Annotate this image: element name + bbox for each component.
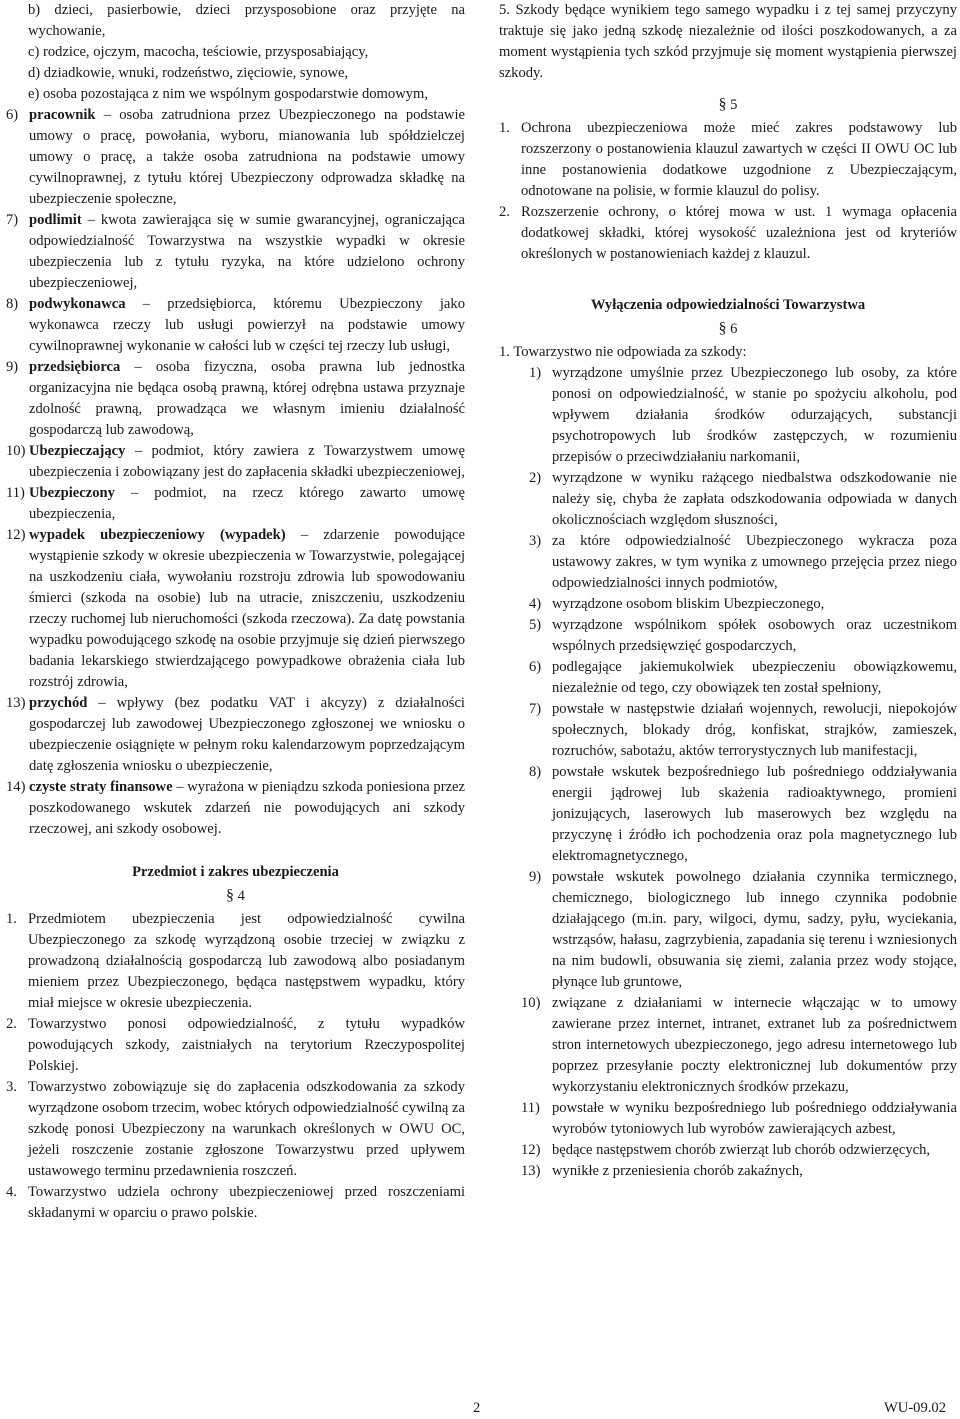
item-number: 3) [529,533,542,549]
paragraph [6,1182,465,1224]
exclusion-item [499,993,957,1098]
paragraph-number: 3. [6,1079,17,1095]
definition-item [6,105,465,210]
section-5-paragraphs [499,118,957,265]
exclusion-item [499,699,957,762]
exclusion-text: wyrządzone osobom bliskim Ubezpieczonego, [552,596,825,612]
definition-text: – zdarzenie powodujące wystąpienie szkody w okresie ubezpieczenia w Towarzystwie, polegającej na uszkodzeniu ciała, wywołaniu rozstroju zdrowia lub spowodowaniu śmierci (szkoda na osobie) lub na utracie, zniszczeniu, uszkodzeniu rzeczy ruchomej lub nieruchomości (szkoda rzeczowa). Za datę powstania wypadku powodującego szkodę na osobie przyjmuje się dzień pierwszego badania lekarskiego stwierdzającego powypadkowe obrażenia ciała lub rozstrój zdrowia, [29,527,465,690]
definition-text: – wpływy (bez podatku VAT i akcyzy) z działalności gospodarczej lub zawodowej Ubezpieczonego zgłoszonej we wniosku o ubezpieczenie osiągnięte w pełnym roku kalendarzowym poprzedzającym datę zgłoszenia wniosku o ubezpieczenie, [29,695,465,774]
exclusion-text: powstałe w następstwie działań wojennych, rewolucji, niepokojów społecznych, blokady dróg, konfiskat, strajków, zamieszek, rozruchów, sabotażu, aktów terrorystycznych lub manifestacji, [552,701,957,759]
exclusion-text: powstałe wskutek bezpośredniego lub pośredniego oddziaływania energii jądrowej lub skażenia radioaktywnego, promieni jonizujących, laserowych lub maserowych bez względu na przyczynę i źródło ich pochodzenia oraz pola magnetycznego lub elektromagnetycznego, [552,764,957,864]
exclusion-item [499,615,957,657]
definition-item [6,525,465,693]
exclusion-item [499,867,957,993]
definition-text: – osoba fizyczna, osoba prawna lub jednostka organizacyjna nie będąca osobą prawną, której odrębna ustawa przyznaje zdolność prawną, prowadząca we własnym imieniu działalność gospodarczą lub zawodową, [29,359,465,438]
paragraph-text: Towarzystwo ponosi odpowiedzialność, z tytułu wypadków powodujących szkody, zaistniałych na terytorium Rzeczypospolitej Polskiej. [28,1016,465,1074]
definition-term: pracownik [29,107,96,123]
item-number: 9) [529,869,542,885]
definition-item [6,441,465,483]
item-number: 1) [529,365,542,381]
definition-term: przedsiębiorca [29,359,121,375]
item-number: 9) [6,359,19,375]
list-item: c) rodzice, ojczym, macocha, teściowie, przysposabiający, [28,44,369,60]
paragraph [499,202,957,265]
definition-term: Ubezpieczający [29,443,126,459]
exclusion-item [499,1098,957,1140]
exclusion-text: wynikłe z przeniesienia chorób zakaźnych, [552,1163,803,1179]
section-4-marker [6,885,465,907]
section-number: 4 [237,888,245,904]
section-6-intro: 1. Towarzystwo nie odpowiada za szkody: [499,344,747,360]
exclusions-heading: Wyłączenia odpowiedzialności Towarzystwa [590,297,866,313]
exclusion-text: będące następstwem chorób zwierząt lub chorób odzwierzęcych, [552,1142,931,1158]
exclusions-list [499,363,957,1182]
item-number: 10) [6,443,26,459]
paragraph [6,1077,465,1182]
exclusion-item [499,363,957,468]
exclusion-item [499,657,957,699]
item-number: 7) [529,701,542,717]
item-number: 12) [6,527,26,543]
definition-text: – wyrażona w pieniądzu szkoda poniesiona przez poszkodowanego wskutek zdarzeń nie powodujących ani szkody rzeczowej, ani szkody osobowej. [29,779,465,837]
item-number: 7) [6,212,19,228]
section-heading: Przedmiot i zakres ubezpieczenia [132,864,339,880]
definition-item [6,777,465,840]
definition-text: – przedsiębiorca, któremu Ubezpieczony jako wykonawca rzeczy lub usługi powierzył na podstawie umowy cywilnoprawnej wykonanie w całości lub w części tej rzeczy lub usługi, [29,296,465,354]
document-code: WU-09.02 [884,1400,947,1416]
item-number: 14) [6,779,26,795]
definition-term: Ubezpieczony [29,485,115,501]
item-number: 6) [6,107,19,123]
list-item: d) dziadkowie, wnuki, rodzeństwo, zięciowie, synowe, [28,65,349,81]
definition-term: przychód [29,695,88,711]
exclusion-text: za które odpowiedzialność Ubezpieczonego wykracza poza ustawowy zakres, w tym wynika z umownego przejęcia przez niego odpowiedzialności innych podmiotów, [552,533,957,591]
page-number: 2 [473,1400,481,1416]
paragraph-text: Rozszerzenie ochrony, o której mowa w ust. 1 wymaga opłacenia dodatkowej składki, której wysokość uzależniona jest od kryteriów określonych w postanowieniach każdej z klauzul. [521,204,957,262]
paragraph-number: 2. [499,204,510,220]
item-number: 8) [529,764,542,780]
paragraph-number: 1. [499,120,510,136]
exclusion-text: powstałe w wyniku bezpośredniego lub pośredniego oddziaływania wyrobów tytoniowych lub wyrobów zawierających azbest, [552,1100,957,1137]
list-item: e) osoba pozostająca z nim we wspólnym gospodarstwie domowym, [28,86,429,102]
definition-item [6,693,465,777]
definition-item [6,210,465,294]
item-number: 13) [6,695,26,711]
section-4-paragraphs [6,909,465,1224]
exclusion-item [499,1161,957,1182]
item-number: 5) [529,617,542,633]
exclusion-text: wyrządzone w wyniku rażącego niedbalstwa odszkodowanie nie należy się, chyba że zapłata odszkodowania odpowiada w danych okolicznościach względom słuszności, [552,470,957,528]
paragraph [499,118,957,202]
definition-term: wypadek ubezpieczeniowy (wypadek) [29,527,286,543]
paragraph [6,1014,465,1077]
definition-item [6,357,465,441]
exclusion-item [499,594,957,615]
exclusion-text: powstałe wskutek powolnego działania czynnika termicznego, chemicznego, biologicznego lub innego czynnika podobnie działającego (m.in. pary, wilgoci, dymu, sadzy, pyłu, wyciekania, wstrząsów, hałasu, zagrzybienia, zapadania się terenu i wzniesionych na nim budowli, obsuwania się ziemi, zalania przez wody stojące, płynące lub gruntowe, [552,869,957,990]
definition-term: podlimit [29,212,82,228]
definition-term: czyste straty finansowe [29,779,173,795]
section-sign: § [226,887,235,904]
item-number: 12) [521,1142,541,1158]
item-number: 13) [521,1163,541,1179]
definition-text: – osoba zatrudniona przez Ubezpieczonego na podstawie umowy o pracę, powołania, wyboru, mianowania lub spółdzielczej umowy o pracę, a także osoba zatrudniona na podstawie umowy cywilnoprawnej, z tytułu której Ubezpieczony odprowadza składkę na ubezpieczenie społeczne, [29,107,465,207]
exclusion-item [499,468,957,531]
intro-list [6,0,465,105]
paragraph-number: 4. [6,1184,17,1200]
paragraph-text: Towarzystwo udziela ochrony ubezpieczeniowej przed roszczeniami składanymi w oparciu o prawo polskie. [28,1184,465,1221]
definition-term: podwykonawca [29,296,126,312]
exclusion-text: podlegające jakiemukolwiek ubezpieczeniu obowiązkowemu, niezależnie od tego, czy obowiązek ten został spełniony, [552,659,957,696]
definition-item [6,294,465,357]
paragraph-text: Towarzystwo zobowiązuje się do zapłacenia odszkodowania za szkody wyrządzone osobom trzecim, wobec których odpowiedzialność cywilną za szkodę ponosi Ubezpieczony na warunkach określonych w OWU OC, jeżeli roszczenie zostanie zgłoszone Towarzystwu przed upływem ustawowego terminu przedawnienia roszczeń. [28,1079,465,1179]
item-number: 4) [529,596,542,612]
paragraph-number: 2. [6,1016,17,1032]
item-number: 2) [529,470,542,486]
exclusion-item [499,531,957,594]
definition-item [6,483,465,525]
item-number: 8) [6,296,19,312]
paragraph-number: 1. [6,911,17,927]
right-column [499,0,957,1182]
section-sign: § [718,320,727,337]
exclusion-text: wyrządzone wspólnikom spółek osobowych oraz uczestnikom wspólnych przedsięwzięć gospodarczych, [552,617,957,654]
paragraph-text: Przedmiotem ubezpieczenia jest odpowiedzialność cywilna Ubezpieczonego za szkodę wyrządzoną osobie trzeciej w związku z prowadzoną działalnością gospodarczą lub zawodową albo posiadanym mieniem przez Ubezpieczonego, będąca następstwem wypadku, który miał miejsce w okresie ubezpieczenia. [28,911,465,1011]
definition-text: – podmiot, który zawiera z Towarzystwem umowę ubezpieczenia i zobowiązany jest do zapłacenia składki ubezpieczeniowej, [29,443,465,480]
section-sign: § [718,96,727,113]
section-number: 5 [730,97,738,113]
section-number: 6 [730,321,738,337]
definitions-list [6,105,465,840]
item-number: 10) [521,995,541,1011]
definition-text: – kwota zawierająca się w sumie gwarancyjnej, ograniczająca odpowiedzialność Towarzystwa na wszystkie wypadki w okresie ubezpieczenia lub z tytułu ryzyka, na które udzielono ochrony ubezpieczeniowej, [29,212,465,291]
paragraph-5: 5. Szkody będące wynikiem tego samego wypadku i z tej samej przyczyny traktuje się jako jedną szkodę niezależnie od ilości poszkodowanych, a za moment wystąpienia tych szkód przyjmuje się moment wystąpienia pierwszej szkody. [499,2,957,81]
list-item: b) dzieci, pasierbowie, dzieci przysposobione oraz przyjęte na wychowanie, [28,2,465,39]
section-5-marker [499,94,957,116]
item-number: 11) [6,485,25,501]
item-number: 6) [529,659,542,675]
definition-text: – podmiot, na rzecz którego zawarto umowę ubezpieczenia, [29,485,465,522]
section-6-marker [499,318,957,340]
exclusion-text: związane z działaniami w internecie włączając w to umowy zawierane przez internet, intranet, extranet lub za pośrednictwem stron internetowych ubezpieczonego, jego adresu internetowego lub poprzez przesyłanie poczty elektronicznej lub dokumentów przy wykorzystaniu elektronicznych środków przekazu, [552,995,957,1095]
exclusion-text: wyrządzone umyślnie przez Ubezpieczonego lub osoby, za które ponosi on odpowiedzialność, w stanie po spożyciu alkoholu, pod wpływem działania środków odurzających, substancji psychotropowych lub środków zastępczych, w rozumieniu przepisów o przeciwdziałaniu narkomanii, [552,365,957,465]
paragraph-text: Ochrona ubezpieczeniowa może mieć zakres podstawowy lub rozszerzony o postanowienia klauzul zawartych w części II OWU OC lub inne postanowienia dodatkowe uzgodnione z Ubezpieczającym, odnotowane na polisie, w formie klauzul do polisy. [521,120,957,199]
left-column [6,0,465,1224]
exclusion-item [499,762,957,867]
paragraph [6,909,465,1014]
exclusion-item [499,1140,957,1161]
item-number: 11) [521,1100,540,1116]
